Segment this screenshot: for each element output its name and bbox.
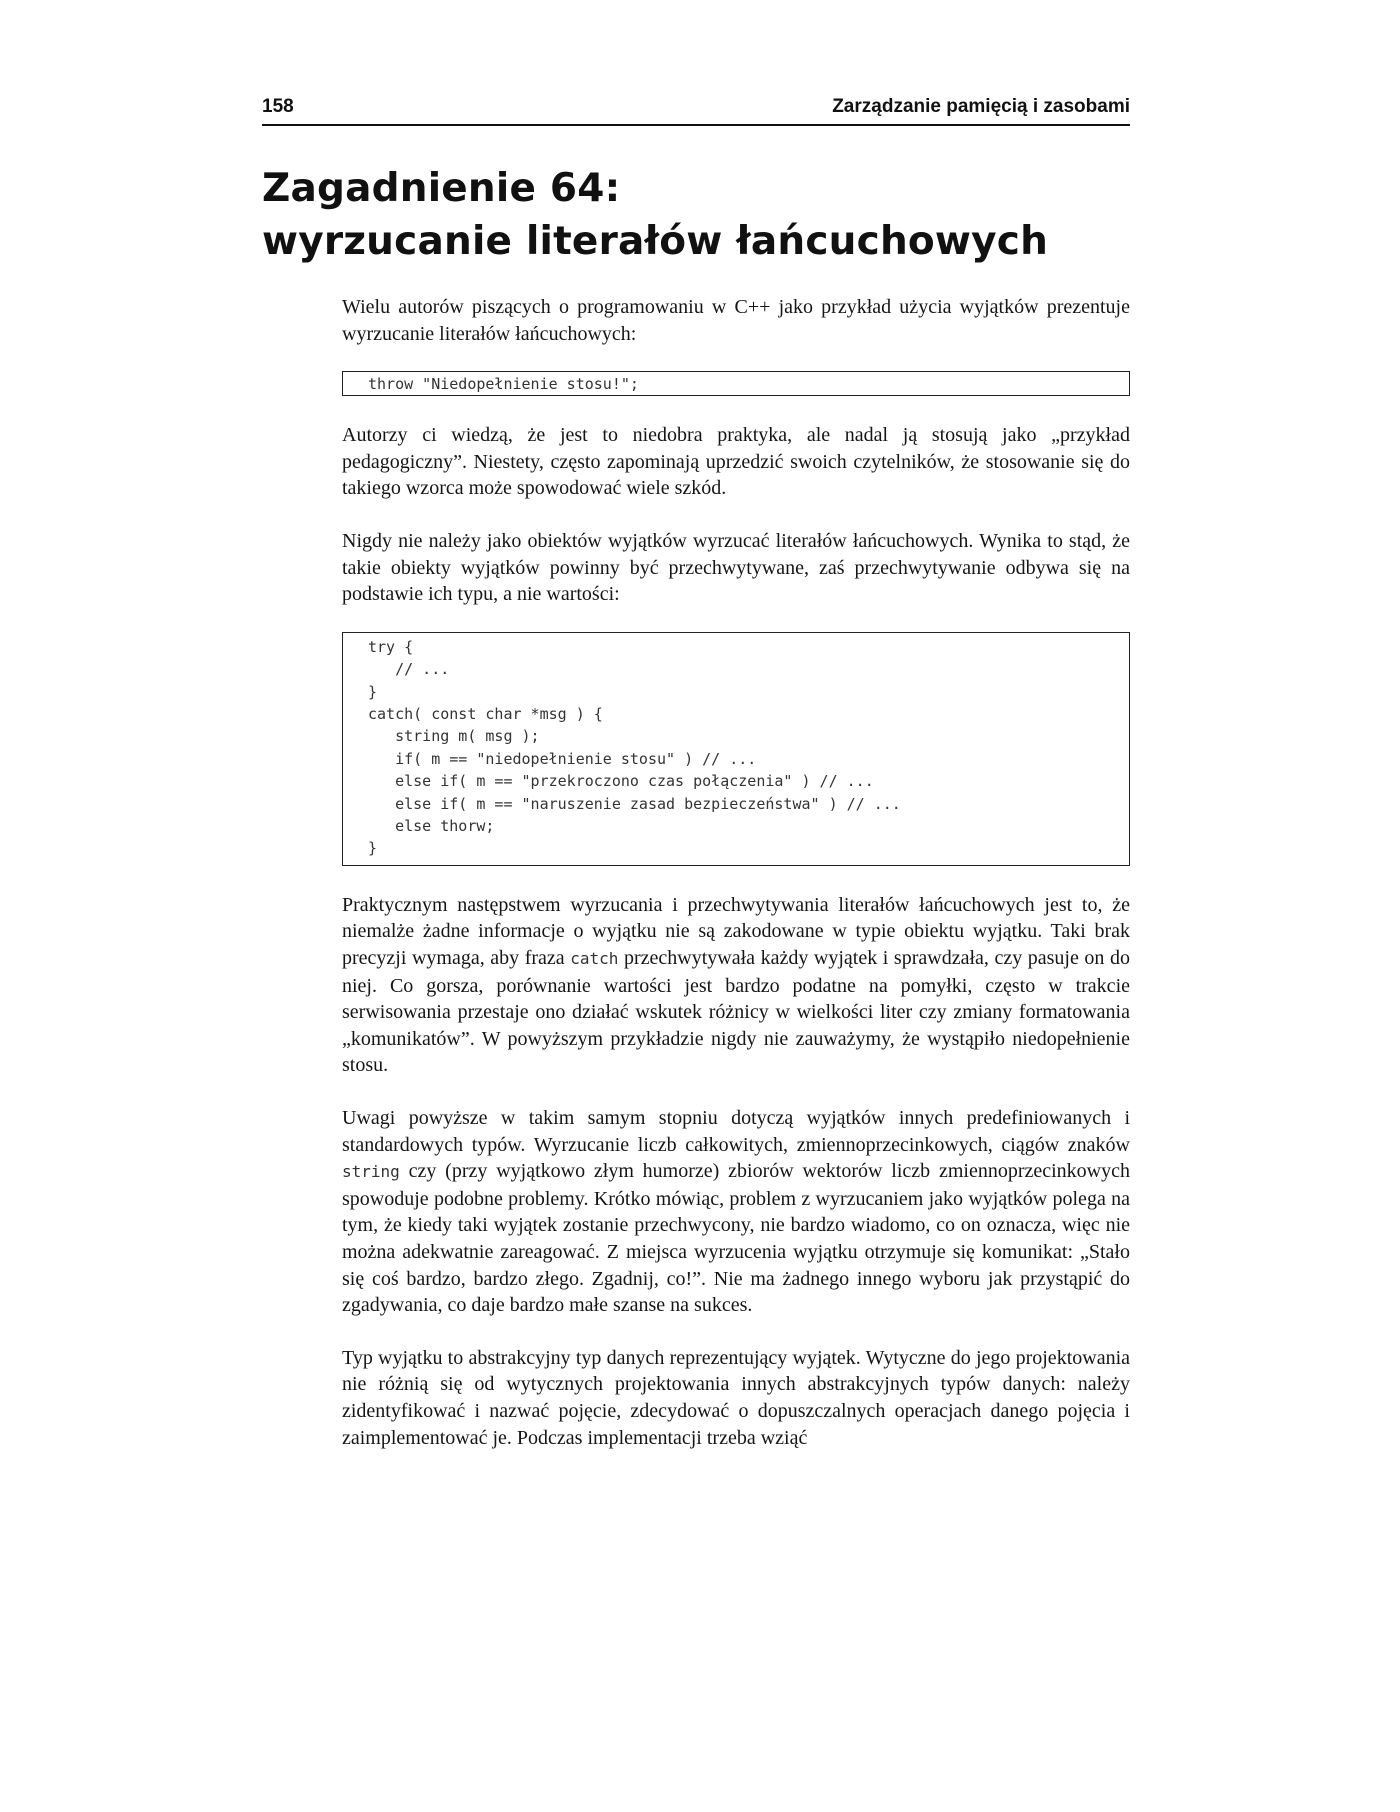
paragraph-6: Typ wyjątku to abstrakcyjny typ danych reprezentujący wyjątek. Wytyczne do jego projektowania nie różnią się od wytycznych projektowania innych abstrakcyjnych typów danych: należy zidentyfikować i nazwać pojęcie, zdecydować o dopuszczalnych operacjach danego pojęcia i zaimplementować je. Podczas implementacji trzeba wziąć (342, 1346, 1130, 1449)
paragraph-1: Wielu autorów piszących o programowaniu w C++ jako przykład użycia wyjątków prezentuje wyrzucanie literałów łańcuchowych: (342, 296, 1130, 345)
paragraph-5-text-b: czy (przy wyjątkowo złym humorze) zbiorów wektorów liczb zmiennoprzecinkowych spowoduje podobne problemy. Krótko mówiąc, problem z wyrzucaniem jako wyjątków polega na tym, że kiedy taki wyjątek zostanie przechwycony, nie bardzo wiadomo, co on oznacza, więc nie można adekwatnie zareagować. Z miejsca wyrzucenia wyjątku otrzymuje się komunikat: „Stało się coś bardzo, bardzo złego. Zgadnij, co!”. Nie ma żadnego innego wyboru jak przystąpić do zgadywania, co daje bardzo małe szanse na sukces. (342, 1160, 1130, 1317)
paragraph-2: Autorzy ci wiedzą, że jest to niedobra praktyka, ale nadal ją stosują jako „przykład pedagogiczny”. Niestety, często zapominają uprzedzić swoich czytelników, że stosowanie się do takiego wzorca może spowodować wiele szkód. (342, 424, 1130, 500)
code-snippet-try-catch (342, 632, 1130, 866)
chapter-title-line2: wyrzucanie literałów łańcuchowych (262, 219, 1049, 264)
code-line: throw "Niedopełnienie stosu!"; (368, 375, 639, 394)
code-line: else if( m == "naruszenie zasad bezpieczeństwa" ) // ... (368, 794, 901, 813)
code-line: } (368, 682, 378, 701)
chapter-title-line1: Zagadnienie 64: (262, 166, 621, 211)
code-line: else if( m == "przekroczono czas połączenia" ) // ... (368, 772, 874, 791)
paragraph-5 (342, 1105, 1130, 1319)
code-line: // ... (368, 660, 450, 679)
body-text (342, 294, 1130, 1477)
running-section-title: Zarządzanie pamięcią i zasobami (832, 96, 1130, 117)
paragraph-5-text-a: Uwagi powyższe w takim samym stopniu dotyczą wyjątków innych predefiniowanych i standardowych typów. Wyrzucanie liczb całkowitych, zmiennoprzecinkowych, ciągów znaków (342, 1106, 1130, 1156)
code-line: try { (368, 637, 414, 656)
inline-code-catch: catch (570, 949, 619, 968)
code-line: if( m == "niedopełnienie stosu" ) // ... (368, 749, 757, 768)
code-snippet-throw (342, 371, 1130, 396)
paragraph-4 (342, 892, 1130, 1079)
page-number: 158 (262, 96, 294, 117)
code-line: catch( const char *msg ) { (368, 704, 603, 723)
paragraph-4-text-b: przechwytywała każdy wyjątek i sprawdzała, czy pasuje on do niej. Co gorsza, porównanie wartości jest bardzo podatne na pomyłki, często w trakcie serwisowania przestaje ono działać wskutek różnicy w wielkości liter czy zmiany formatowania „komunikatów”. W powyższym przykładzie nigdy nie zauważymy, że wystąpiło niedopełnienie stosu. (342, 947, 1130, 1077)
paragraph-4-text-a: Praktycznym następstwem wyrzucania i przechwytywania literałów łańcuchowych jest to, że niemalże żadne informacje o wyjątku nie są zakodowane w typie obiektu wyjątku. Taki brak precyzji wymaga, aby fraza (342, 893, 1130, 969)
chapter-title (262, 162, 1142, 268)
code-line: else thorw; (368, 817, 495, 835)
paragraph-3: Nigdy nie należy jako obiektów wyjątków wyrzucać literałów łańcuchowych. Wynika to stąd, że takie obiekty wyjątków powinny być przechwytywane, zaś przechwytywanie odbywa się na podstawie ich typu, a nie wartości: (342, 529, 1130, 606)
code-line: } (368, 839, 378, 858)
running-header (262, 96, 1130, 126)
code-line: string m( msg ); (368, 727, 540, 746)
inline-code-string: string (342, 1162, 400, 1182)
